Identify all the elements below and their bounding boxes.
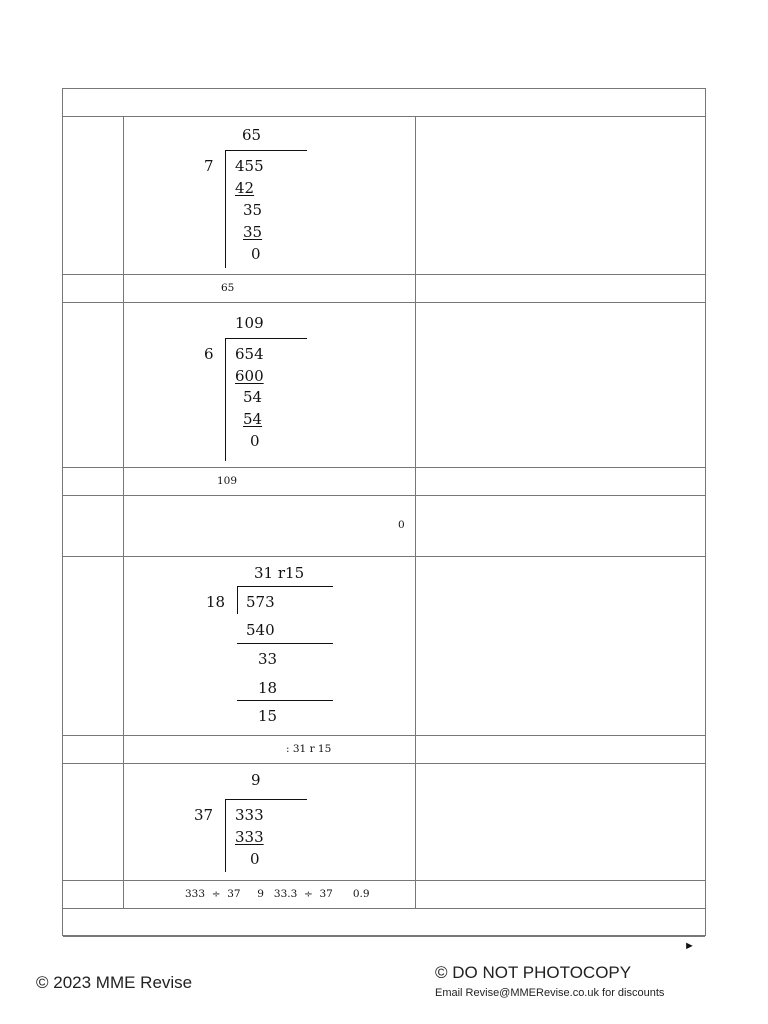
mark-scheme-table bbox=[62, 88, 706, 936]
q2-step2: 54 bbox=[243, 388, 263, 406]
q2-quotient: 109 bbox=[235, 314, 264, 332]
q2-bracket-side bbox=[225, 338, 226, 461]
q5-answer-row bbox=[63, 881, 705, 909]
next-page-arrow-icon[interactable]: ► bbox=[684, 940, 695, 952]
q1-dividend: 455 bbox=[235, 157, 264, 175]
q5-bracket-side bbox=[225, 799, 226, 872]
q2-step1: 600 bbox=[235, 367, 264, 385]
q4-divisor: 18 bbox=[206, 593, 226, 611]
q3-row bbox=[63, 496, 705, 557]
q4-quotient: 31 r15 bbox=[254, 564, 305, 582]
q2-answer: 109 bbox=[217, 475, 238, 487]
q4-step3: 18 bbox=[258, 679, 278, 697]
q2-remainder: 0 bbox=[250, 432, 260, 450]
q1-remainder: 0 bbox=[251, 245, 261, 263]
q4-answer-row bbox=[63, 736, 705, 764]
q4-bracket-top bbox=[237, 586, 333, 587]
q1-answer-row bbox=[63, 275, 705, 303]
footer-email-line: Email Revise@MMERevise.co.uk for discounts bbox=[435, 987, 665, 999]
q1-divisor: 7 bbox=[204, 157, 214, 175]
q2-step3: 54 bbox=[243, 410, 263, 428]
q5-remainder: 0 bbox=[250, 850, 260, 868]
q5-bracket-top bbox=[225, 799, 307, 800]
q1-bracket-top bbox=[225, 150, 307, 151]
column-divider-left bbox=[123, 117, 124, 909]
q1-bracket-side bbox=[225, 150, 226, 268]
q4-step2: 33 bbox=[258, 650, 278, 668]
q2-dividend: 654 bbox=[235, 345, 264, 363]
q5-step1: 333 bbox=[235, 828, 264, 846]
q1-answer: 65 bbox=[221, 282, 235, 294]
q5-quotient: 9 bbox=[251, 771, 261, 789]
q4-answer: : 31 r 15 bbox=[286, 743, 332, 755]
q4-rule-1 bbox=[237, 643, 333, 644]
q1-quotient: 65 bbox=[242, 126, 262, 144]
q5-working-row bbox=[63, 764, 705, 881]
q4-remainder: 15 bbox=[258, 707, 278, 725]
q4-step1: 540 bbox=[246, 621, 275, 639]
q2-divisor: 6 bbox=[204, 345, 214, 363]
q4-rule-2 bbox=[237, 700, 333, 701]
q5-dividend: 333 bbox=[235, 806, 264, 824]
q2-working-row bbox=[63, 303, 705, 468]
q4-bracket-side bbox=[237, 586, 238, 614]
table-footer-row bbox=[63, 909, 705, 937]
table-header-row bbox=[63, 89, 705, 117]
q1-step2: 35 bbox=[243, 201, 263, 219]
q4-working-row bbox=[63, 557, 705, 736]
q1-step3: 35 bbox=[243, 223, 263, 241]
q2-bracket-top bbox=[225, 338, 307, 339]
q1-step1: 42 bbox=[235, 179, 255, 197]
footer-do-not-photocopy: © DO NOT PHOTOCOPY bbox=[435, 963, 632, 982]
footer-copyright: © 2023 MME Revise bbox=[36, 973, 193, 992]
q4-dividend: 573 bbox=[246, 593, 275, 611]
column-divider-right bbox=[415, 117, 416, 909]
q3-answer: 0 bbox=[398, 519, 405, 531]
q2-answer-row bbox=[63, 468, 705, 496]
q1-working-row bbox=[63, 117, 705, 275]
q5-answer: 333 ÷ 37 9 33.3 ÷ 37 0.9 bbox=[185, 888, 370, 900]
q5-divisor: 37 bbox=[194, 806, 214, 824]
